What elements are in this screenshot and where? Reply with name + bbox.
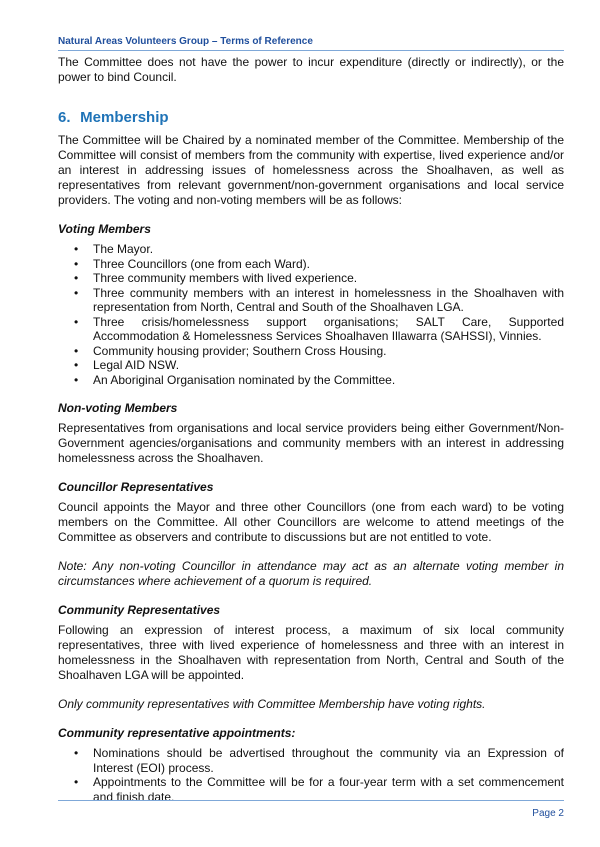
section-heading [58,109,564,127]
header-divider [58,50,564,51]
list-item: • Three community members with lived experience. [58,271,564,286]
nonvoting-heading: Non-voting Members [58,401,178,415]
councillor-note: Note: Any non-voting Councillor in attendance may act as an alternate voting member in circumstances where achievement of a quorum is required. [58,559,564,588]
list-item: • An Aboriginal Organisation nominated by the Committee. [58,373,564,388]
appointments-list [58,746,564,804]
footer-divider [58,800,564,801]
list-item: • Nominations should be advertised throughout the community via an Expression of Interest (EOI) process. [58,746,564,775]
section-title: Membership [80,109,169,126]
community-paragraph: Following an expression of interest process, a maximum of six local community representatives, three with lived experience of homelessness and three with an interest in homelessness in the Shoalhaven with representation from North, Central and South of the Shoalhaven LGA will be appointed. [58,623,564,682]
voting-heading: Voting Members [58,222,151,236]
community-note: Only community representatives with Committee Membership have voting rights. [58,697,486,711]
section-number: 6. [58,109,71,126]
list-item: • The Mayor. [58,242,564,257]
list-item: • Appointments to the Committee will be for a four-year term with a set commencement and finish date. [58,775,564,804]
list-item: • Three crisis/homelessness support organisations; SALT Care, Supported Accommodation & Homelessness Services Shoalhaven Illawarra (SAHSSI), Vinnies. [58,315,564,344]
page-number: Page 2 [532,808,564,819]
nonvoting-paragraph: Representatives from organisations and local service providers being either Government/Non-Government agencies/organisations and community members with an interest in addressing homelessness across the Shoalhaven. [58,421,564,465]
list-item: • Community housing provider; Southern Cross Housing. [58,344,564,359]
membership-paragraph: The Committee will be Chaired by a nominated member of the Committee. Membership of the Committee will consist of members from the community with expertise, lived experience and/or an interest in addressing issues of homelessness across the Shoalhaven, as well as representatives from relevant government/non-government organisations and local service providers. The voting and non-voting members will be as follows: [58,133,564,207]
list-item: • Three community members with an interest in homelessness in the Shoalhaven with representation from North, Central and South of the Shoalhaven LGA. [58,286,564,315]
councillor-paragraph: Council appoints the Mayor and three other Councillors (one from each ward) to be voting members on the Committee. All other Councillors are welcome to attend meetings of the Committee as observers and contribute to discussions but are not entitled to vote. [58,500,564,544]
voting-list [58,242,564,387]
list-item: • Legal AID NSW. [58,358,564,373]
list-item: • Three Councillors (one from each Ward). [58,257,564,272]
running-header: Natural Areas Volunteers Group – Terms of Reference [58,36,313,47]
appointments-heading: Community representative appointments: [58,726,296,740]
community-heading: Community Representatives [58,603,221,617]
intro-paragraph: The Committee does not have the power to incur expenditure (directly or indirectly), or the power to bind Council. [58,55,564,84]
councillor-heading: Councillor Representatives [58,480,214,494]
page-content [58,55,564,804]
